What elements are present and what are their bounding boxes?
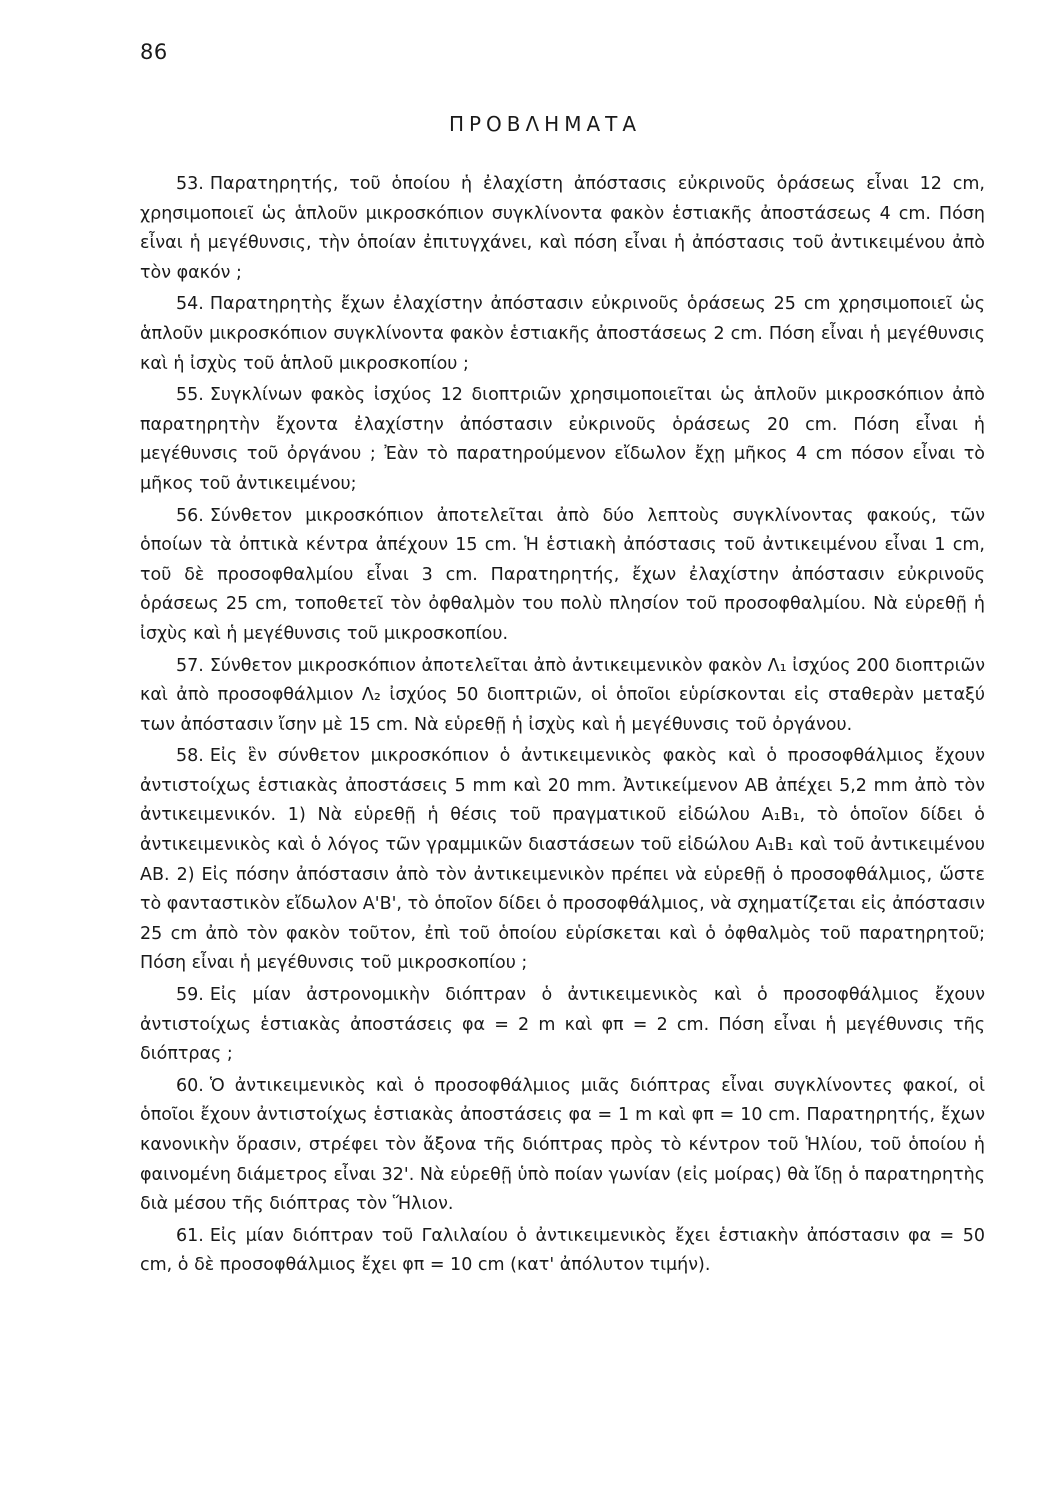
problem-57 — [140, 652, 985, 741]
problem-text: Σύνθετον μικροσκόπιον ἀποτελεῖται ἀπὸ ἀντικειμενικὸν φακὸν Λ₁ ἰσχύος 200 διοπτριῶν καὶ ἀπὸ προσοφθάλμιον Λ₂ ἰσχύος 50 διοπτριῶν, οἱ ὁποῖοι εὑρίσκονται εἰς σταθερὰν μεταξύ των ἀπόστασιν ἴσην μὲ 15 cm. Νὰ εὑρεθῇ ἡ ἰσχὺς καὶ ἡ μεγέθυνσις τοῦ ὀργάνου. — [140, 655, 985, 735]
problem-number: 61. — [176, 1225, 204, 1246]
problem-53 — [140, 170, 985, 288]
problem-54 — [140, 290, 985, 379]
problem-59 — [140, 981, 985, 1070]
problem-55 — [140, 381, 985, 499]
problem-list — [140, 170, 985, 1283]
page-number: 86 — [140, 40, 168, 64]
problem-number: 60. — [176, 1075, 204, 1096]
problem-text: Εἰς μίαν διόπτραν τοῦ Γαλιλαίου ὁ ἀντικειμενικὸς ἔχει ἑστιακὴν ἀπόστασιν φα = 50 cm, ὁ δὲ προσοφθάλμιος ἔχει φπ = 10 cm (κατ' ἀπόλυτον τιμήν). — [140, 1225, 985, 1276]
problem-number: 56. — [176, 505, 204, 526]
problem-number: 53. — [176, 174, 204, 194]
problem-text: Παρατηρητὴς ἔχων ἐλαχίστην ἀπόστασιν εὐκρινοῦς ὁράσεως 25 cm χρησιμοποιεῖ ὡς ἁπλοῦν μικροσκόπιον συγκλίνοντα φακὸν ἑστιακῆς ἀποστάσεως 2 cm. Πόση εἶναι ἡ μεγέθυνσις καὶ ἡ ἰσχὺς τοῦ ἁπλοῦ μικροσκοπίου ; — [140, 294, 985, 374]
problem-60 — [140, 1072, 985, 1220]
problem-text: Συγκλίνων φακὸς ἰσχύος 12 διοπτριῶν χρησιμοποιεῖται ὡς ἁπλοῦν μικροσκόπιον ἀπὸ παρατηρητὴν ἔχοντα ἐλαχίστην ἀπόστασιν εὐκρινοῦς ὁράσεως 20 cm. Πόση εἶναι ἡ μεγέθυνσις τοῦ ὀργάνου ; Ἐὰν τὸ παρατηρούμενον εἴδωλον ἔχῃ μῆκος 4 cm πόσον εἶναι τὸ μῆκος τοῦ ἀντικειμένου; — [140, 385, 985, 494]
problem-text: Ὁ ἀντικειμενικὸς καὶ ὁ προσοφθάλμιος μιᾶς διόπτρας εἶναι συγκλίνοντες φακοί, οἱ ὁποῖοι ἔχουν ἀντιστοίχως ἑστιακὰς ἀποστάσεις φα = 1 m καὶ φπ = 10 cm. Παρατηρητής, ἔχων κανονικὴν ὅρασιν, στρέφει τὸν ἄξονα τῆς διόπτρας πρὸς τὸ κέντρον τοῦ Ἡλίου, τοῦ ὁποίου ἡ φαινομένη διάμετρος εἶναι 32'. Νὰ εὑρεθῇ ὑπὸ ποίαν γωνίαν (εἰς μοίρας) θὰ ἴδῃ ὁ παρατηρητὴς διὰ μέσου τῆς διόπτρας τὸν Ἥλιον. — [140, 1075, 985, 1215]
problem-number: 57. — [176, 655, 204, 676]
problem-text: Παρατηρητής, τοῦ ὁποίου ἡ ἐλαχίστη ἀπόστασις εὐκρινοῦς ὁράσεως εἶναι 12 cm, χρησιμοποιεῖ ὡς ἁπλοῦν μικροσκόπιον συγκλίνοντα φακὸν ἑστιακῆς ἀποστάσεως 4 cm. Πόση εἶναι ἡ μεγέθυνσις, τὴν ὁποίαν ἐπιτυγχάνει, καὶ πόση εἶναι ἡ ἀπόστασις τοῦ ἀντικειμένου ἀπὸ τὸν φακόν ; — [140, 174, 985, 283]
section-heading: ΠΡΟΒΛΗΜΑΤΑ — [448, 112, 642, 136]
problem-number: 54. — [176, 294, 204, 315]
problem-number: 59. — [176, 985, 204, 1006]
problem-text: Εἰς μίαν ἀστρονομικὴν διόπτραν ὁ ἀντικειμενικὸς καὶ ὁ προσοφθάλμιος ἔχουν ἀντιστοίχως ἑστιακὰς ἀποστάσεις φα = 2 m καὶ φπ = 2 cm. Πόση εἶναι ἡ μεγέθυνσις τῆς διόπτρας ; — [140, 985, 985, 1065]
problem-58 — [140, 742, 985, 979]
problem-61 — [140, 1222, 985, 1281]
problem-number: 55. — [176, 385, 204, 406]
problem-56 — [140, 502, 985, 650]
problem-text: Σύνθετον μικροσκόπιον ἀποτελεῖται ἀπὸ δύο λεπτοὺς συγκλίνοντας φακούς, τῶν ὁποίων τὰ ὀπτικὰ κέντρα ἀπέχουν 15 cm. Ἡ ἑστιακὴ ἀπόστασις τοῦ ἀντικειμένου εἶναι 1 cm, τοῦ δὲ προσοφθαλμίου εἶναι 3 cm. Παρατηρητής, ἔχων ἐλαχίστην ἀπόστασιν εὐκρινοῦς ὁράσεως 25 cm, τοποθετεῖ τὸν ὀφθαλμὸν του πολὺ πλησίον τοῦ προσοφθαλμίου. Νὰ εὑρεθῇ ἡ ἰσχὺς καὶ ἡ μεγέθυνσις τοῦ μικροσκοπίου. — [140, 505, 985, 644]
problem-number: 58. — [176, 746, 204, 767]
problem-text: Εἰς ἓν σύνθετον μικροσκόπιον ὁ ἀντικειμενικὸς φακὸς καὶ ὁ προσοφθάλμιος ἔχουν ἀντιστοίχως ἑστιακὰς ἀποστάσεις 5 mm καὶ 20 mm. Ἀντικείμενον ΑΒ ἀπέχει 5,2 mm ἀπὸ τὸν ἀντικειμενικόν. 1) Νὰ εὑρεθῇ ἡ θέσις τοῦ πραγματικοῦ εἰδώλου Α₁Β₁, τὸ ὁποῖον δίδει ὁ ἀντικειμενικὸς καὶ ὁ λόγος τῶν γραμμικῶν διαστάσεων τοῦ εἰδώλου Α₁Β₁ καὶ τοῦ ἀντικειμένου ΑΒ. 2) Εἰς πόσην ἀπόστασιν ἀπὸ τὸν ἀντικειμενικὸν πρέπει νὰ εὑρεθῇ ὁ προσοφθάλμιος, ὥστε τὸ φανταστικὸν εἴδωλον Α'Β', τὸ ὁποῖον δίδει ὁ προσοφθάλμιος, νὰ σχηματίζεται εἰς ἀπόστασιν 25 cm ἀπὸ τὸν φακὸν τοῦτον, ἐπὶ τοῦ ὁποίου εὑρίσκεται καὶ ὁ ὀφθαλμὸς τοῦ παρατηρητοῦ; Πόση εἶναι ἡ μεγέθυνσις τοῦ μικροσκοπίου ; — [140, 746, 985, 974]
